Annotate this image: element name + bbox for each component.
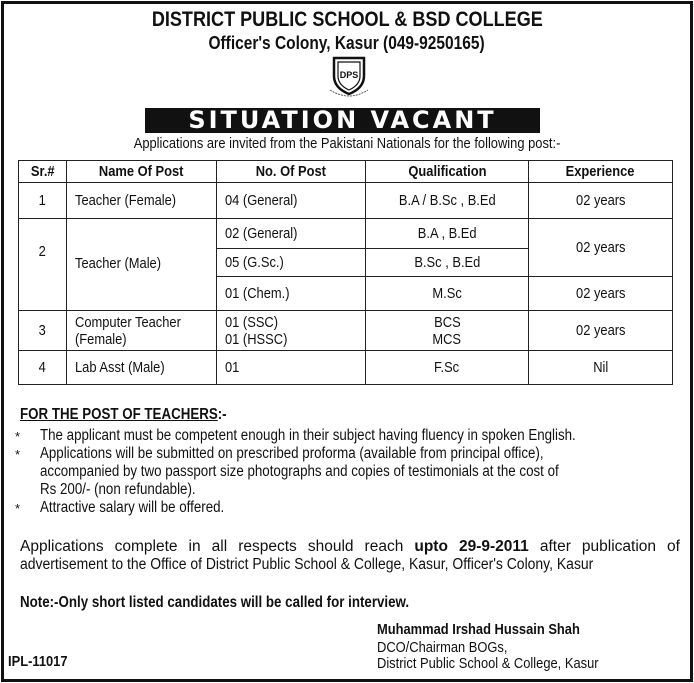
note-text: Note:-Only short listed candidates will be called for interview. (20, 594, 410, 611)
teachers-point: The applicant must be competent enough in their subject having fluency in spoken English. (40, 427, 576, 444)
teachers-point: Attractive salary will be offered. (40, 499, 225, 516)
header-experience: Experience (529, 161, 673, 183)
table-row: 4 Lab Asst (Male) 01 F.Sc Nil (19, 351, 673, 385)
teachers-point-cont: Rs 200/- (non refundable). (40, 481, 196, 498)
bullet-icon: * (15, 429, 21, 444)
signatory-name: Muhammad Irshad Hussain Shah (377, 621, 580, 638)
header-sr: Sr.# (19, 161, 67, 183)
svg-text:DPS: DPS (339, 70, 359, 80)
teachers-point-cont: accompanied by two passport size photographs and copies of testimonials at the cost of (40, 463, 559, 480)
teachers-point: Applications will be submitted on prescribed proforma (available from principal office), (40, 445, 544, 462)
bullet-icon: * (15, 501, 21, 516)
situation-vacant-banner: SITUATION VACANT (145, 108, 540, 133)
deadline-line-2: advertisement to the Office of District Public School & College, Kasur, Officer's Colony, Kasur (20, 556, 594, 573)
table-row: 1 Teacher (Female) 04 (General) B.A / B.Sc , B.Ed 02 years (19, 183, 673, 219)
table-header-row (19, 161, 673, 183)
header-number: No. Of Post (217, 161, 366, 183)
school-logo-icon (328, 54, 370, 98)
vacancy-table (18, 160, 673, 385)
teachers-heading: FOR THE POST OF TEACHERS:- (20, 406, 227, 423)
signatory-designation: DCO/Chairman BOGs, (377, 639, 508, 656)
school-name: DISTRICT PUBLIC SCHOOL & BSD COLLEGE (151, 8, 543, 31)
bullet-icon: * (15, 447, 21, 462)
header-qualification: Qualification (366, 161, 529, 183)
signatory-institution: District Public School & College, Kasur (377, 655, 599, 672)
intro-text: Applications are invited from the Pakistani Nationals for the following post:- (133, 135, 561, 152)
table-row: 2 Teacher (Male) 02 (General) B.A , B.Ed 02 years (19, 219, 673, 249)
table-row: 05 (G.Sc.) B.Sc , B.Ed (19, 249, 673, 277)
header-post: Name Of Post (67, 161, 217, 183)
ad-reference: IPL-11017 (8, 653, 68, 670)
deadline-date: upto 29-9-2011 (414, 538, 529, 555)
deadline-line-1: Applications complete in all respects should reach upto 29-9-2011 after publication of (20, 538, 680, 555)
table-row: 01 (Chem.) M.Sc 02 years (19, 277, 673, 311)
school-address: Officer's Colony, Kasur (049-9250165) (208, 33, 486, 53)
table-row: 3 Computer Teacher (Female) 01 (SSC) 01 (HSSC) BCS MCS 02 years (19, 311, 673, 351)
